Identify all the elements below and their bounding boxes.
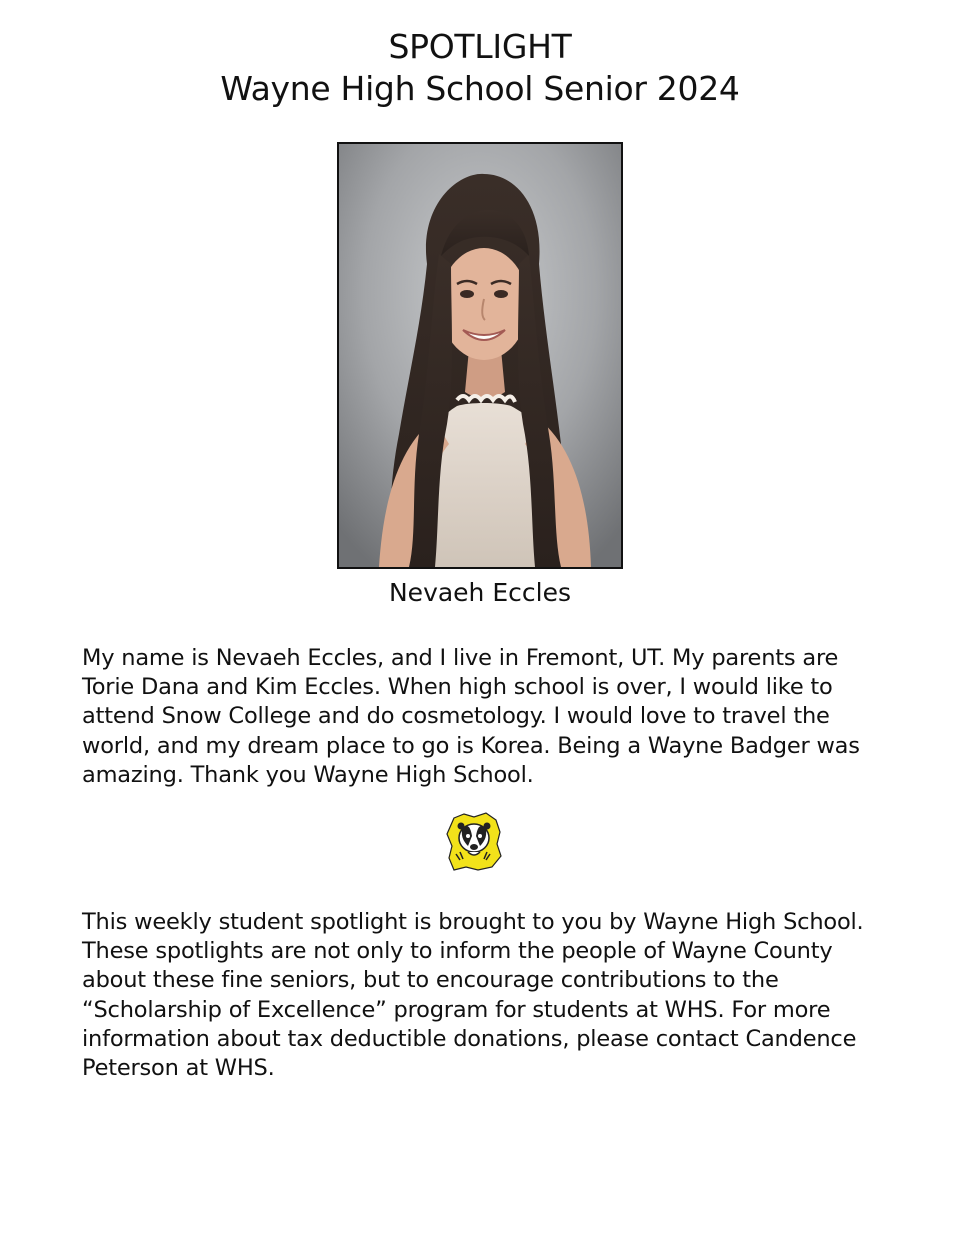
student-portrait <box>337 142 623 569</box>
page-header <box>0 26 960 110</box>
page-subtitle: Wayne High School Senior 2024 <box>220 69 740 108</box>
student-name-caption: Nevaeh Eccles <box>388 578 571 607</box>
page-title: SPOTLIGHT <box>388 27 572 66</box>
student-portrait-photo-icon <box>339 144 621 567</box>
student-bio: My name is Nevaeh Eccles, and I live in Fremont, UT. My parents are Torie Dana and Kim Eccles. When high school is over, I would like to attend Snow College and do cosmetology. I would love to travel the world, and my dream place to go is Korea. Being a Wayne Badger was amazing. Thank you Wayne High School. <box>82 645 860 788</box>
sponsor-note: This weekly student spotlight is brought to you by Wayne High School. These spotlights are not only to inform the people of Wayne County about these fine seniors, but to encourage contributions to the “Scholarship of Excellence” program for students at WHS. For more information about tax deductible donations, please contact Candence Peterson at WHS. <box>82 909 864 1082</box>
badger-mascot-logo-icon <box>446 812 502 872</box>
